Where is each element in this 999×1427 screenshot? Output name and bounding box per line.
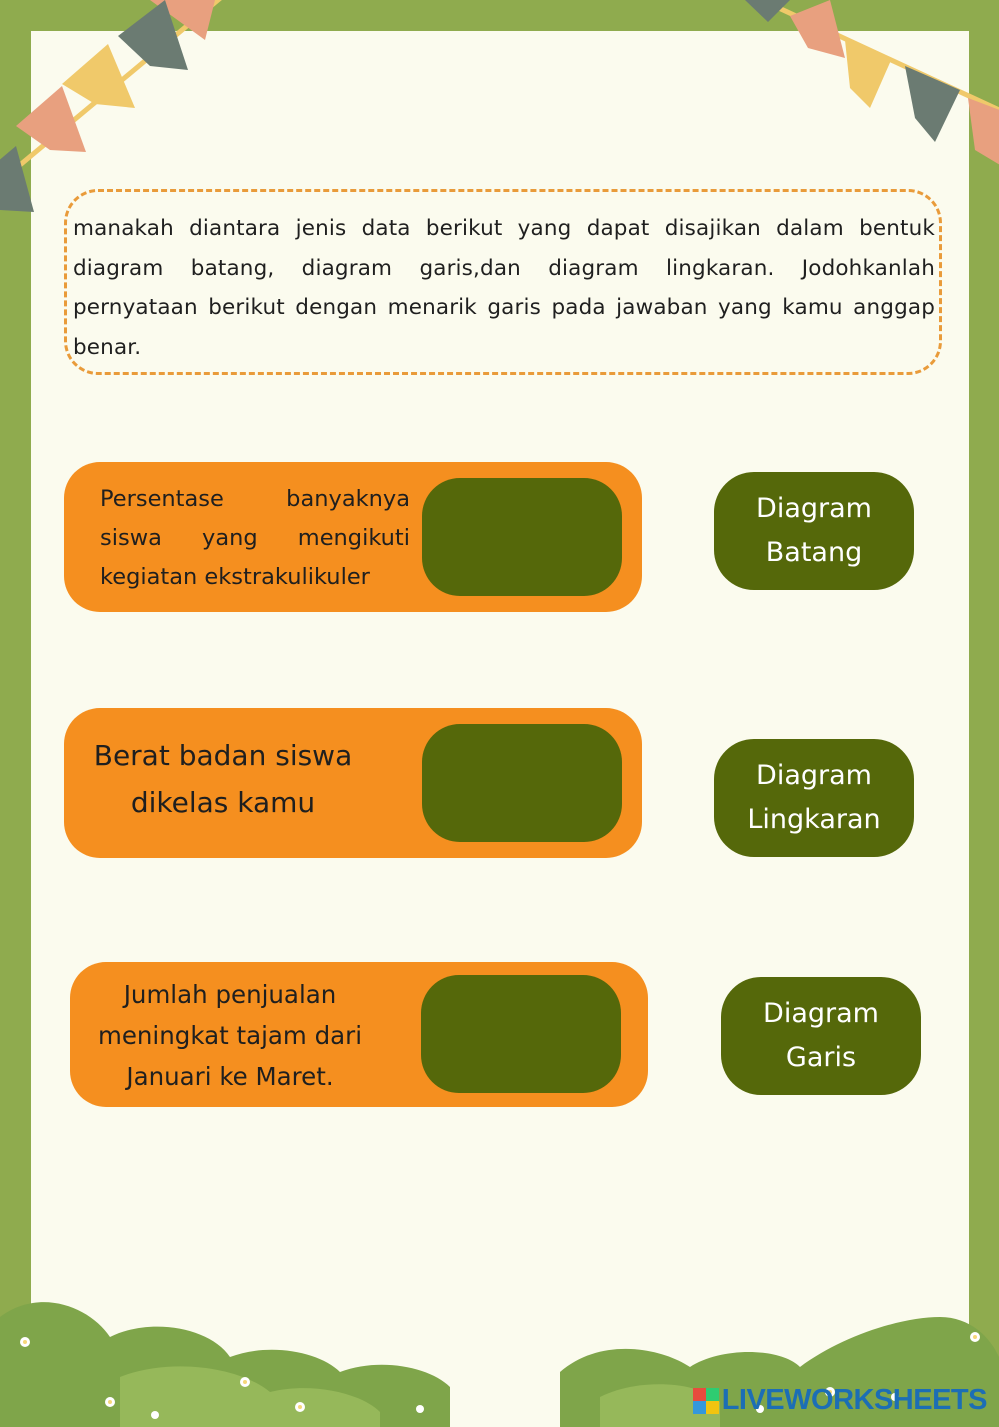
question-text-2: Berat badan siswa dikelas kamu [93, 739, 353, 819]
answer-drop-slot-1[interactable] [422, 478, 622, 596]
liveworksheets-logo [693, 1384, 987, 1417]
answer-label-line1: Diagram [756, 760, 872, 791]
answer-label-line1: Diagram [763, 998, 879, 1029]
logo-text: LIVEWORKSHEETS [721, 1384, 987, 1416]
instruction-box [64, 189, 942, 375]
answer-diagram-lingkaran[interactable] [714, 739, 914, 857]
question-text-1: Persentase banyaknya siswa yang mengikuti kegiatan ekstrakulikuler [100, 486, 410, 590]
instruction-text: manakah diantara jenis data berikut yang dapat disajikan dalam bentuk diagram batang, diagram garis,dan diagram lingkaran. Jodohkanlah pernyataan berikut dengan menarik garis pada jawaban yang kamu anggap benar. [73, 216, 935, 360]
answer-label-line1: Diagram [756, 493, 872, 524]
answer-label-line2: Garis [785, 1042, 857, 1073]
answer-diagram-batang[interactable] [714, 472, 914, 590]
answer-label-line2: Lingkaran [747, 804, 881, 835]
question-card-3 [70, 962, 648, 1107]
answer-label-line2: Batang [765, 537, 863, 568]
liveworksheets-logo-icon [693, 1388, 719, 1414]
answer-drop-slot-3[interactable] [421, 975, 621, 1093]
answer-drop-slot-2[interactable] [422, 724, 622, 842]
answer-diagram-garis[interactable] [721, 977, 921, 1095]
question-card-1 [64, 462, 642, 612]
question-text-3: Jumlah penjualan meningkat tajam dari Januari ke Maret. [97, 980, 363, 1091]
question-card-2 [64, 708, 642, 858]
